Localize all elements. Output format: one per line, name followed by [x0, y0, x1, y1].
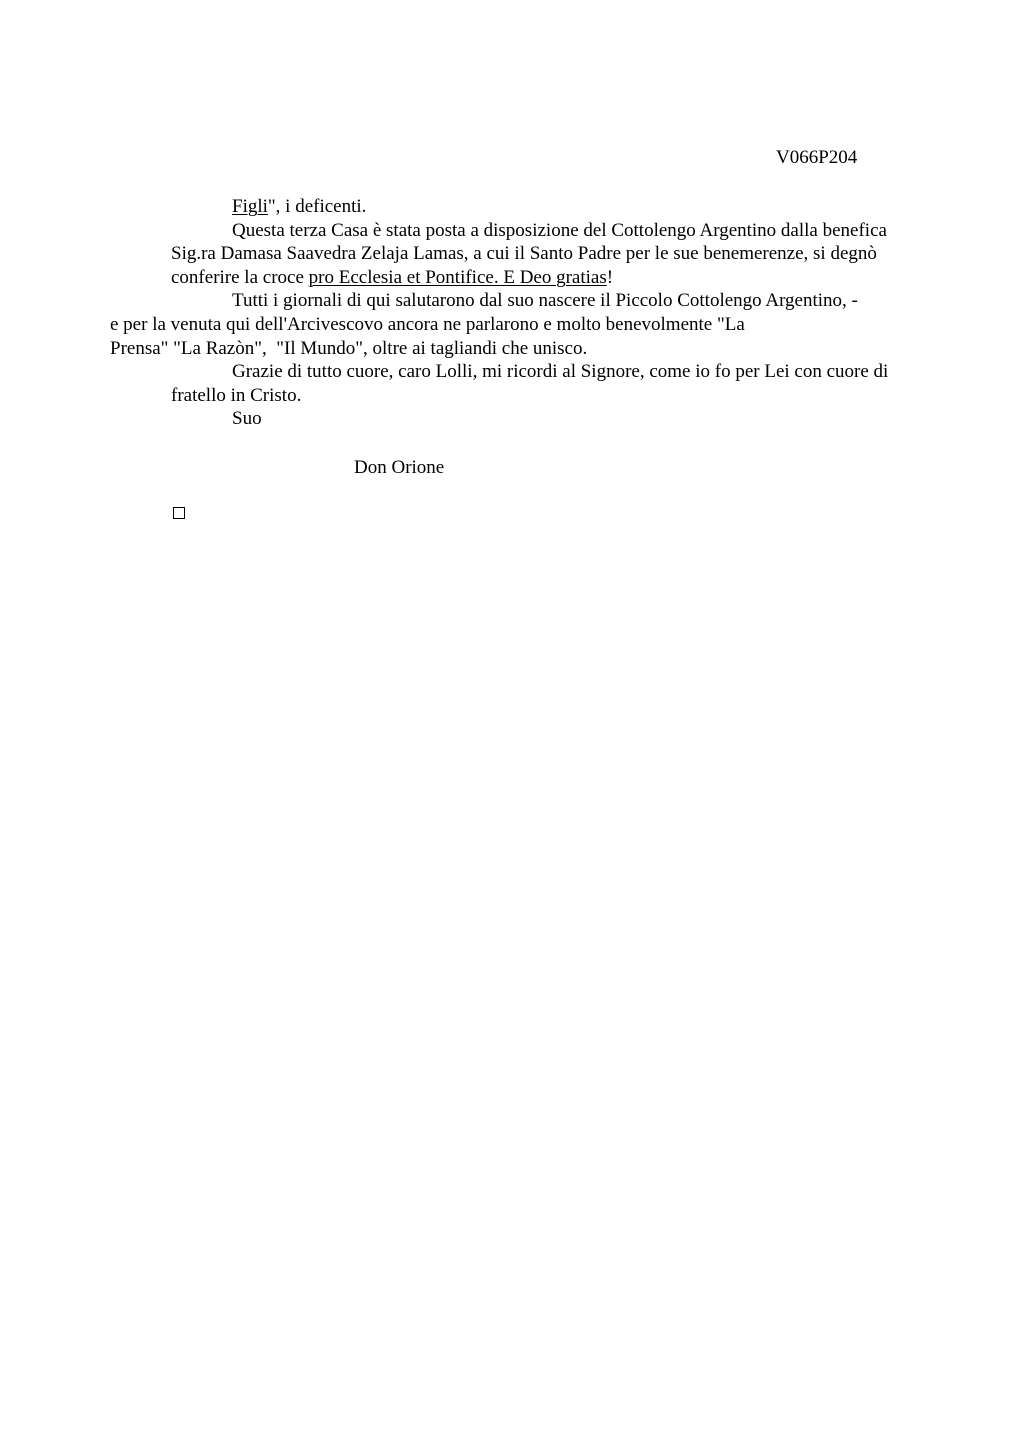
- underlined-phrase: pro Ecclesia et Pontifice. E Deo gratias: [308, 266, 607, 288]
- paragraph-1: [171, 195, 931, 219]
- page-reference: V066P204: [776, 147, 858, 168]
- paragraph-line: Tutti i giornali di qui salutarono dal suo nascere il Piccolo Cottolengo Argentino, -: [232, 290, 858, 312]
- underlined-word: Figli: [232, 196, 268, 217]
- paragraph-2: [171, 219, 931, 290]
- square-outline-icon: [173, 507, 185, 519]
- paragraph-text: !: [606, 266, 614, 288]
- paragraph-text: ", i deficenti.: [267, 196, 367, 217]
- closing: Suo: [232, 408, 262, 430]
- paragraph-3: [110, 289, 931, 360]
- paragraph-text: Questa terza Casa è stata posta a disposizione del Cottolengo Argentino dalla benefica Sig.ra Damasa Saavedra Zelaja Lamas, a cui il Santo Padre per le sue benemerenze, si degnò conferire la croce: [171, 219, 887, 288]
- paragraph-line: Prensa" "La Razòn", "Il Mundo", oltre ai tagliandi che unisco.: [110, 337, 588, 359]
- paragraph-line: e per la venuta qui dell'Arcivescovo ancora ne parlarono e molto benevolmente "La: [110, 313, 745, 335]
- signature: Don Orione: [354, 457, 445, 478]
- paragraph-4: Grazie di tutto cuore, caro Lolli, mi ricordi al Signore, come io fo per Lei con cuore di fratello in Cristo.: [171, 361, 889, 406]
- letter-body: [110, 195, 931, 431]
